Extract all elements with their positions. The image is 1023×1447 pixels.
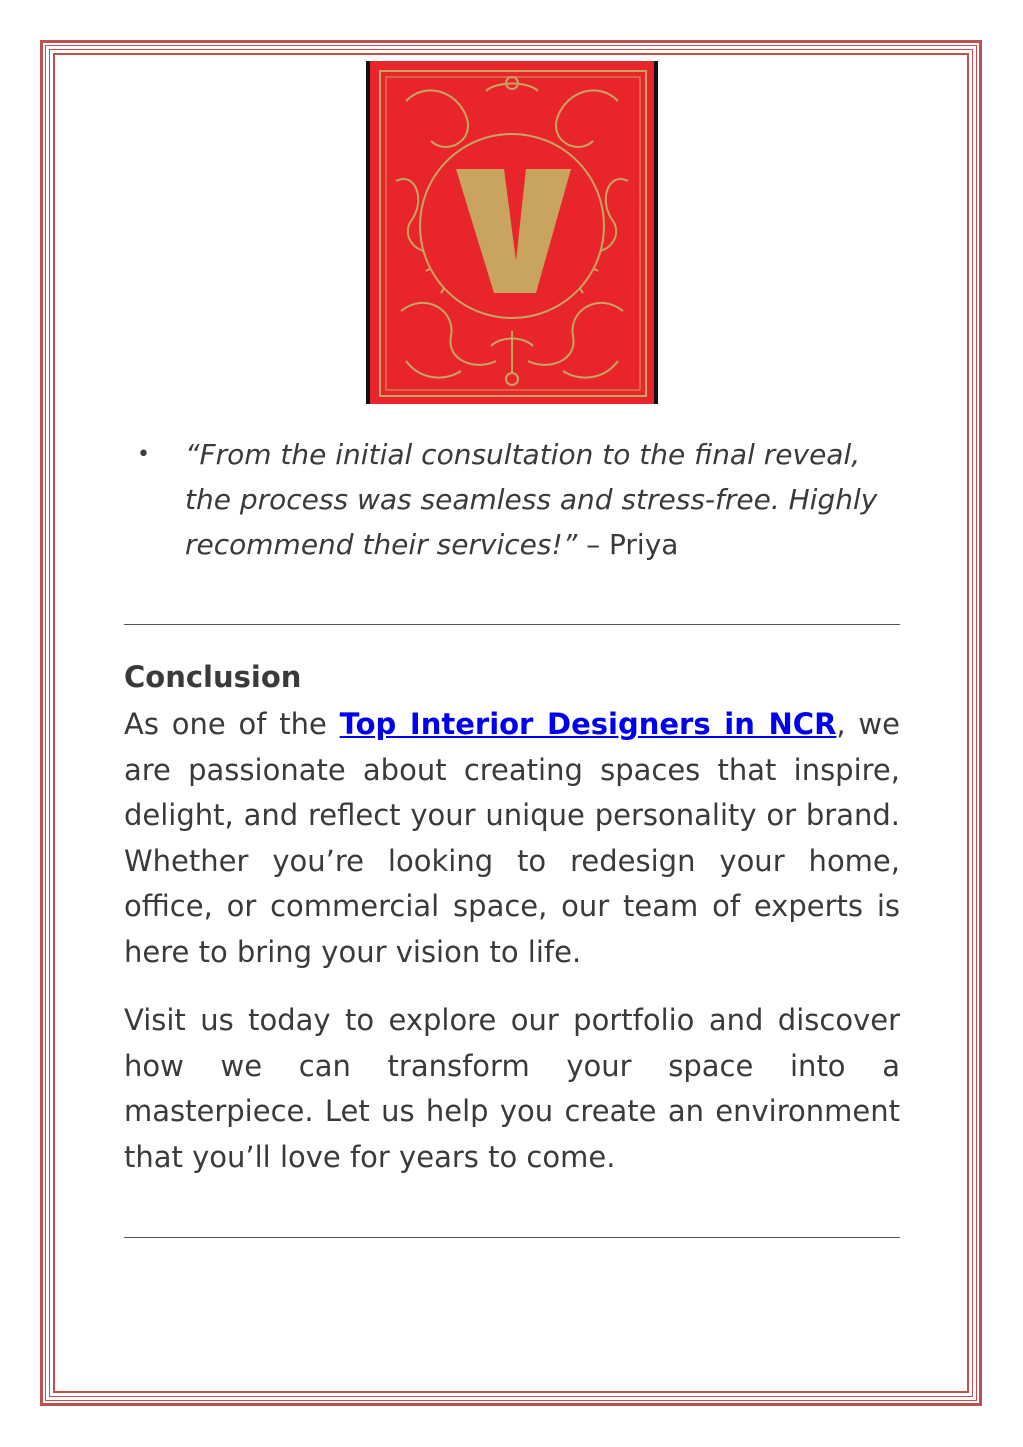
testimonial-item: [124, 432, 902, 567]
para-text: As one of the: [124, 707, 340, 741]
company-logo: [366, 61, 658, 404]
bullet-icon: •: [137, 442, 150, 467]
testimonial-author: – Priya: [577, 528, 679, 561]
testimonial-quote: “From the initial consultation to the final reveal, the process was seamless and stress-free. Highly recommend their services!”: [185, 438, 878, 561]
top-interior-designers-link[interactable]: Top Interior Designers in NCR: [339, 707, 837, 741]
para-text-continued: , we are passionate about creating spaces that inspire, delight, and reflect your unique personality or brand. Whether you’re looking to redesign your home, office, or commercial space, our team of experts is here to bring your vision to life.: [124, 707, 900, 969]
divider-bottom: [124, 1237, 900, 1238]
visit-paragraph: Visit us today to explore our portfolio and discover how we can transform your space into a masterpiece. Let us help you create an environment that you’ll love for years to come.: [124, 1003, 900, 1174]
divider: [124, 624, 900, 625]
conclusion-paragraph: [124, 702, 900, 975]
section-heading: Conclusion: [124, 660, 302, 694]
